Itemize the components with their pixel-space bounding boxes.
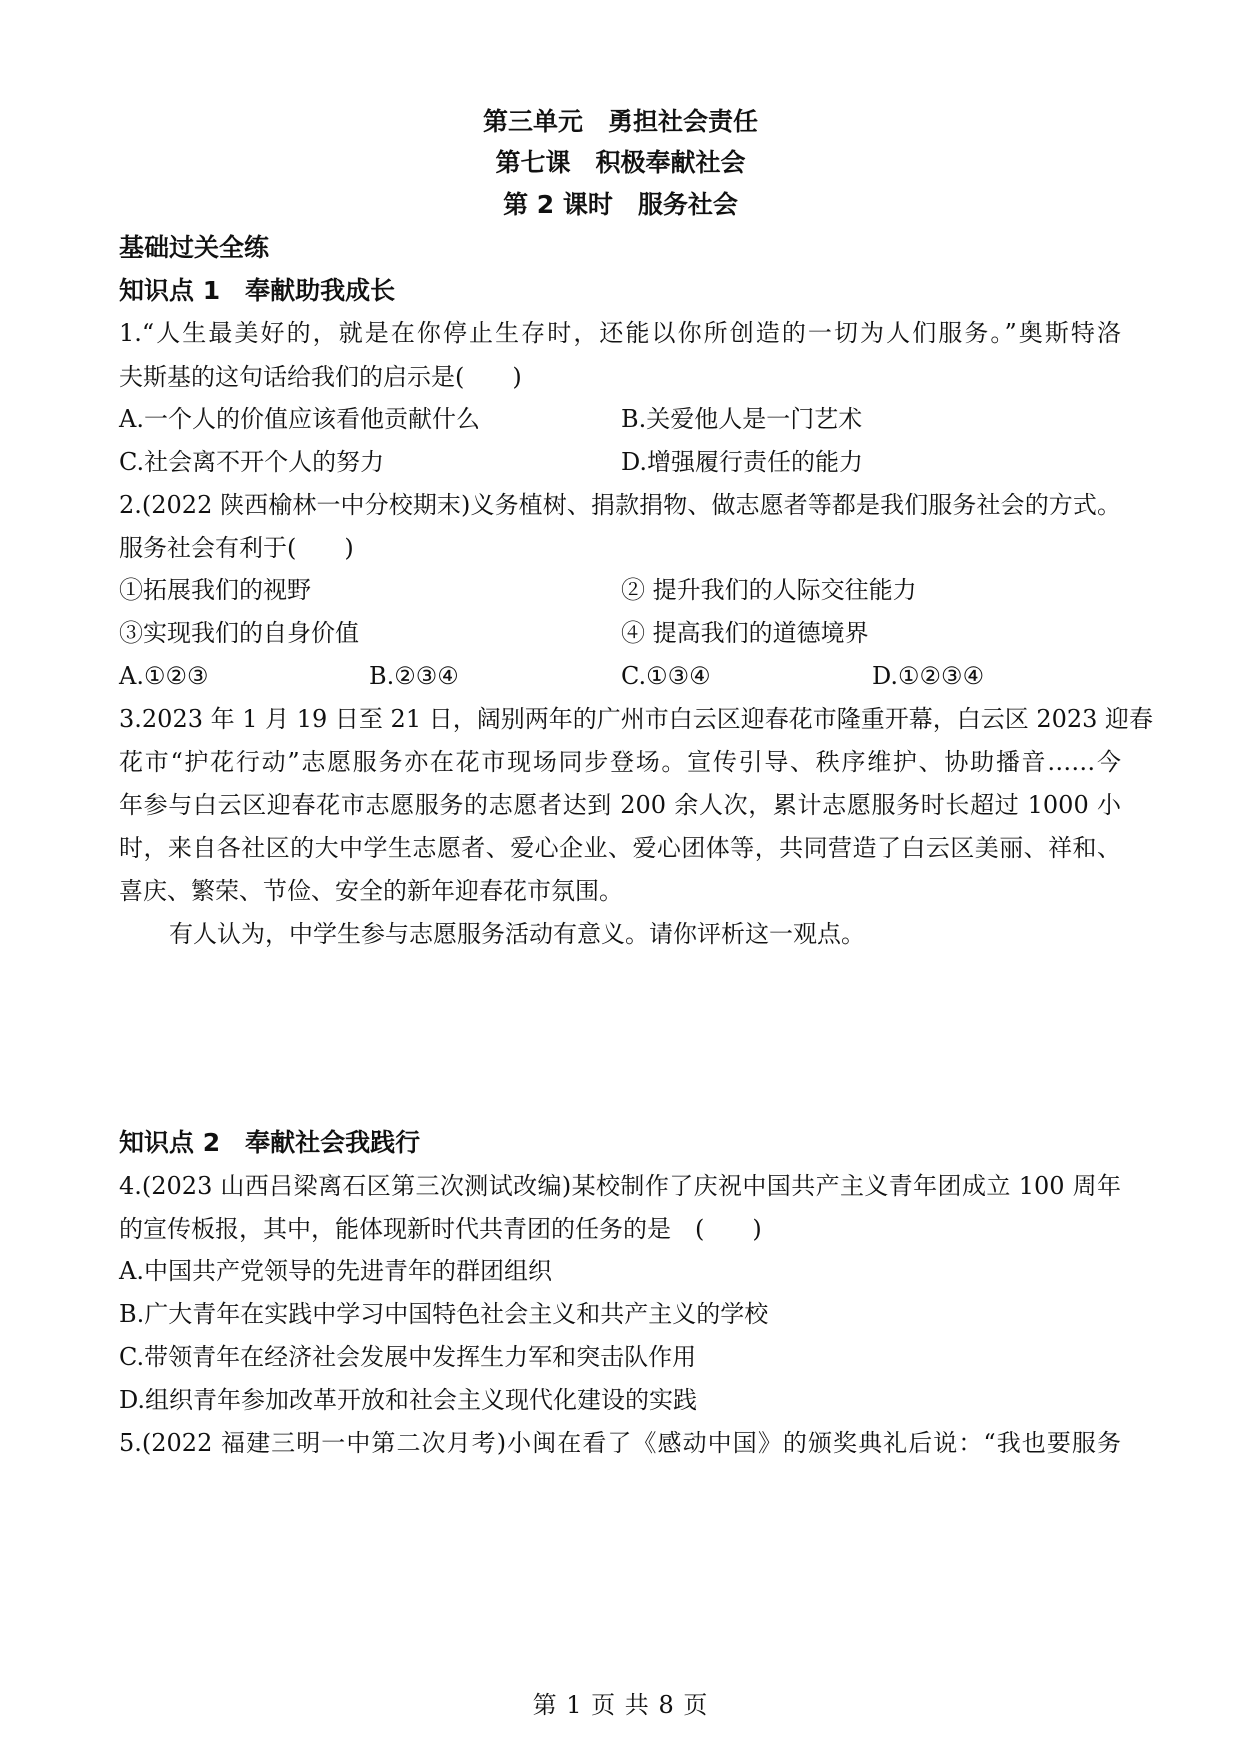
q5-stem-line-1: 5.(2022 福建三明一中第二次月考)小闽在看了《感动中国》的颁奖典礼后说：“我也要服务 bbox=[119, 1429, 1121, 1457]
q1-option-c: C.社会离不开个人的努力 bbox=[119, 448, 385, 476]
page-number-footer: 第 1 页 共 8 页 bbox=[532, 1691, 709, 1719]
q2-option-a: A.①②③ bbox=[119, 662, 209, 690]
q2-statement-2: ② 提升我们的人际交往能力 bbox=[621, 576, 917, 604]
q3-material-line-4: 时，来自各社区的大中学生志愿者、爱心企业、爱心团体等，共同营造了白云区美丽、祥和、 bbox=[119, 834, 1121, 862]
q1-option-a: A.一个人的价值应该看他贡献什么 bbox=[119, 405, 480, 433]
period-title: 第 2 课时 服务社会 bbox=[503, 190, 738, 219]
q2-option-c: C.①③④ bbox=[621, 662, 711, 690]
q3-material-line-5: 喜庆、繁荣、节俭、安全的新年迎春花市氛围。 bbox=[119, 877, 623, 905]
q2-statement-3: ③实现我们的自身价值 bbox=[119, 619, 359, 647]
q4-stem-line-2: 的宣传板报，其中，能体现新时代共青团的任务的是 ( ) bbox=[119, 1215, 762, 1243]
q2-option-d: D.①②③④ bbox=[872, 662, 985, 690]
q4-option-a: A.中国共产党领导的先进青年的群团组织 bbox=[119, 1257, 552, 1285]
q4-option-b: B.广大青年在实践中学习中国特色社会主义和共产主义的学校 bbox=[119, 1300, 769, 1328]
q2-stem-line-1: 2.(2022 陕西榆林一中分校期末)义务植树、捐款捐物、做志愿者等都是我们服务社会的方式。 bbox=[119, 491, 1121, 519]
q4-option-d: D.组织青年参加改革开放和社会主义现代化建设的实践 bbox=[119, 1386, 698, 1414]
q4-stem-line-1: 4.(2023 山西吕梁离石区第三次测试改编)某校制作了庆祝中国共产主义青年团成立 100 周年 bbox=[119, 1172, 1121, 1200]
section-heading: 基础过关全练 bbox=[119, 233, 270, 262]
knowledge-point-2-heading: 知识点 2 奉献社会我践行 bbox=[119, 1128, 421, 1157]
q4-option-c: C.带领青年在经济社会发展中发挥生力军和突击队作用 bbox=[119, 1343, 697, 1371]
q1-option-b: B.关爱他人是一门艺术 bbox=[621, 405, 863, 433]
q2-statement-4: ④ 提高我们的道德境界 bbox=[621, 619, 869, 647]
q1-option-d: D.增强履行责任的能力 bbox=[621, 448, 864, 476]
q2-option-b: B.②③④ bbox=[369, 662, 459, 690]
unit-title: 第三单元 勇担社会责任 bbox=[482, 107, 758, 136]
q3-material-line-3: 年参与白云区迎春花市志愿服务的志愿者达到 200 余人次，累计志愿服务时长超过 1000 小 bbox=[119, 791, 1121, 819]
q2-stem-line-2: 服务社会有利于( ) bbox=[119, 534, 354, 562]
q1-stem-line-2: 夫斯基的这句话给我们的启示是( ) bbox=[119, 363, 522, 391]
q3-material-line-2: 花市“护花行动”志愿服务亦在花市现场同步登场。宣传引导、秩序维护、协助播音……今 bbox=[119, 748, 1121, 776]
q3-prompt: 有人认为，中学生参与志愿服务活动有意义。请你评析这一观点。 bbox=[169, 920, 865, 948]
q1-stem-line-1: 1.“人生最美好的，就是在你停止生存时，还能以你所创造的一切为人们服务。”奥斯特洛 bbox=[119, 319, 1121, 347]
knowledge-point-1-heading: 知识点 1 奉献助我成长 bbox=[119, 276, 396, 305]
q3-material-line-1: 3.2023 年 1 月 19 日至 21 日，阔别两年的广州市白云区迎春花市隆重开幕，白云区 2023 迎春 bbox=[119, 705, 1154, 733]
q2-statement-1: ①拓展我们的视野 bbox=[119, 576, 311, 604]
lesson-title: 第七课 积极奉献社会 bbox=[495, 148, 746, 177]
